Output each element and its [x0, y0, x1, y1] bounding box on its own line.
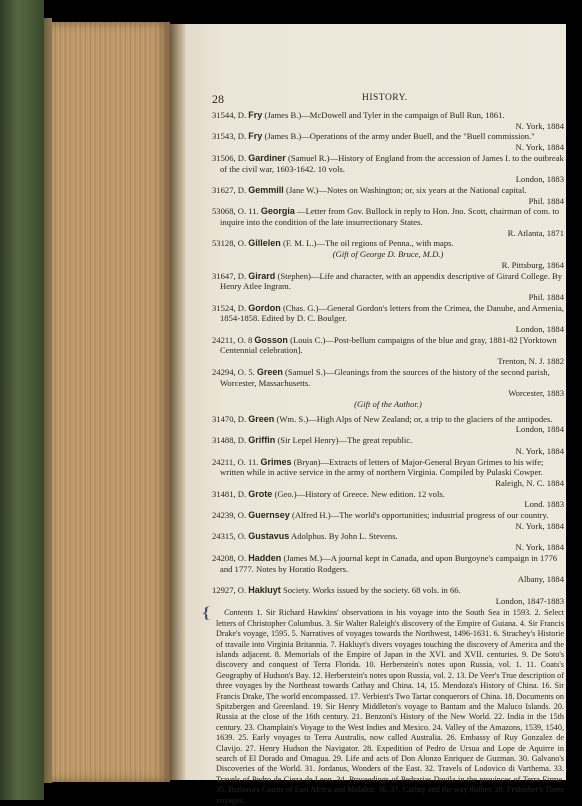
entry-publication: N. York, 1884	[515, 120, 564, 131]
entry-author: Green	[248, 413, 275, 424]
entry-publication: N. York, 1884	[515, 445, 564, 456]
entry-author: Fry	[248, 131, 263, 142]
entry-description: (Samuel R.)—History of England from the accession of James I. to the outbreak of the civil war, 1603-1642. 10 vols.	[220, 152, 564, 174]
entry-description: (Louis C.)—Post-bellum campaigns of the blue and gray, 1881-82 [Yorktown Centennial celebration].	[220, 334, 557, 356]
entry-publication: R. Pittsburg, 1864	[501, 259, 564, 270]
page-number: 28	[212, 92, 224, 106]
entry-author: Hakluyt	[248, 584, 281, 595]
catalog-entry	[212, 510, 564, 531]
entry-author: Grote	[248, 488, 273, 499]
entry-publication: Phil. 1884	[528, 291, 564, 302]
entry-id: 31506, D.	[212, 152, 249, 163]
entry-description: Adolphus. By John L. Stevens.	[289, 531, 398, 542]
entry-id: 31524, D.	[212, 302, 249, 313]
catalog-entry	[212, 303, 564, 335]
entry-id: 31647, D.	[212, 270, 249, 281]
entry-id: 31543, D.	[212, 131, 249, 142]
catalog-entry	[212, 531, 564, 552]
entry-author: Green	[256, 366, 283, 377]
book-page	[186, 24, 566, 805]
catalog-entry	[212, 238, 564, 270]
entry-publication: Lond. 1883	[524, 499, 564, 510]
entry-id: 24315, O.	[212, 531, 249, 542]
entry-description: (Jane W.)—Notes on Washington; or, six years at the National capital.	[283, 184, 527, 195]
brace-mark: {	[200, 604, 213, 622]
entry-id: 12927, O.	[212, 584, 249, 595]
catalog-entry	[212, 110, 564, 131]
entry-publication: N. York, 1884	[515, 542, 564, 553]
entry-id: 31627, D.	[212, 184, 249, 195]
entry-description: (Geo.)—History of Greece. New edition. 12 vols.	[272, 488, 445, 499]
entry-gift: (Gift of George D. Bruce, M.D.)	[332, 249, 444, 260]
entry-publication: Worcester, 1883	[508, 388, 564, 399]
entry-id: 24211, O. 11.	[212, 456, 261, 467]
entry-publication: Phil. 1884	[528, 195, 564, 206]
entry-author: Gordon	[248, 302, 281, 313]
entry-description: (F. M. L.)—The oil regions of Penna., with maps.	[280, 238, 454, 249]
entry-description: (Stephen)—Life and character, with an appendix descriptive of Girard College. By Henry Atlee Ingram.	[220, 270, 563, 292]
catalog-entries	[200, 110, 564, 806]
entry-description: (James B.)—McDowell and Tyler in the campaign of Bull Run, 1861.	[262, 110, 505, 120]
entry-author: Gosson	[254, 334, 288, 345]
entry-description: Society. Works issued by the society. 68 vols. in 66.	[280, 584, 461, 595]
entry-publication: N. York, 1884	[515, 520, 564, 531]
catalog-entry	[212, 414, 564, 435]
entry-description: (Samuel S.)—Gleanings from the sources of the history of the second parish, Worcester, Massachusetts.	[220, 366, 550, 388]
entry-description: (Wm. S.)—High Alps of New Zealand; or, a trip to the glaciers of the antipodes.	[274, 413, 553, 424]
entry-publication: London, 1883	[515, 174, 564, 185]
entry-publication: R. Atlanta, 1871	[507, 227, 564, 238]
entry-id: 31481, D.	[212, 488, 249, 499]
entry-publication: London, 1884	[515, 324, 564, 335]
entry-description: (Sir Lepel Henry)—The great republic.	[275, 435, 413, 446]
entry-id: 31470, D.	[212, 413, 249, 424]
entry-author: Griffin	[248, 435, 276, 446]
catalog-entry	[212, 553, 564, 585]
contents-note	[200, 604, 564, 806]
book-spine	[0, 0, 44, 800]
entry-id: 24208, O.	[212, 552, 249, 563]
entry-publication: London, 1847-1883	[495, 595, 564, 606]
entry-author: Gardiner	[248, 152, 286, 163]
catalog-entry	[212, 489, 564, 510]
entry-id: 53128, O.	[212, 238, 249, 249]
entry-publication: Raleigh, N. C. 1884	[495, 477, 564, 488]
entry-id: 24294, O. 5.	[212, 366, 257, 377]
entry-publication: Albany, 1884	[517, 574, 564, 585]
entry-gift: (Gift of the Author.)	[354, 398, 422, 409]
catalog-entry	[212, 585, 564, 606]
entry-description: (Bryan)—Extracts of letters of Major-General Bryan Grimes to his wife; written while in active service in the army of northern Virginia. Compiled by Pulaski Cowper.	[220, 456, 544, 478]
entry-publication: N. York, 1884	[515, 142, 564, 153]
entry-description: (Alfred H.)—The world's opportunities; industrial progress of our country.	[289, 510, 549, 521]
entry-description: (James M.)—A journal kept in Canada, and upon Burgoyne's campaign in 1776 and 1777. Notes by Horatio Rodgers.	[220, 552, 558, 574]
catalog-entry	[212, 335, 564, 367]
entry-publication: Trenton, N. J. 1882	[497, 356, 564, 367]
entry-description: —Letter from Gov. Bullock in reply to Hon. Jno. Scott, chairman of com. to inquire into the condition of the late insurrectionary States.	[220, 206, 560, 228]
entry-description: (James B.)—Operations of the army under Buell, and the "Buell commission."	[262, 131, 535, 142]
catalog-entry	[212, 131, 564, 152]
entry-id: 53068, O. 11.	[212, 206, 261, 217]
entry-author: Guernsey	[248, 510, 290, 521]
entry-id: 31488, D.	[212, 435, 249, 446]
entry-author: Gustavus	[248, 531, 290, 542]
entry-author: Fry	[248, 110, 263, 120]
page-header	[212, 92, 564, 108]
entry-id: 24239, O.	[212, 510, 249, 521]
entry-publication: London, 1884	[515, 424, 564, 435]
entry-description: (Chas. G.)—General Gordon's letters from the Crimea, the Danube, and Armenia, 1854-1858. Edited by D. C. Boulger.	[220, 302, 564, 324]
page-gutter	[170, 24, 186, 780]
entry-id: 31544, D.	[212, 110, 249, 120]
catalog-entry	[212, 206, 564, 238]
entry-author: Grimes	[260, 456, 292, 467]
entry-id: 24211, O. 8	[212, 334, 255, 345]
page-heading: HISTORY.	[362, 93, 408, 103]
contents-text: 1. Sir Richard Hawkins' observations in his voyage into the South Sea in 1593. 2. Select letters of Christopher Columbus. 3. Sir Walter Raleigh's discovery of the Empire of Guiana. 4. Sir Francis Drake's voyage, 1595. 5. Narratives of voyages towards the Northwest, 1496-1631. 6. Strachey's Historie of travaile into Virginia Britannia. 7. Hakluyt's divers voyages touching the discovery of America and the islands adjacent. 8. Memorials of the Empire of Japan in the XVI. and XVII. centuries. 9. De Soto's discovery and conquest of Terra Florida. 10. Herberstein's notes upon Russia, vol. 1. 11. Coats's Geography of Hudson's Bay. 12. Herberstein's notes upon Russia, vol. 2. 13. De Veer's True description of three voyages by the Northeast towards Cathay and China. 14, 15. Mendoza's History of China. 16. Sir Francis Drake, The world encompassed. 17. Verbiest's Two Tartar conquerors of China. 18. Documents on Spitzbergen and Greenland. 19. Sir Henry Middleton's voyage to Bantam and the Maluco Islands. 20. Russia at the close of the 16th century. 21. Benzoni's History of the New World. 22. India in the 15th century. 23. Champlain's Voyage to the West Indies and Mexico. 24. Valley of the Amazons, 1539, 1540, 1639. 25. Early voyages to Terra Australis, now called Australia. 26. Embassy of Ruy Gonzalez de Clavijo. 27. Henry Hudson the Navigator. 28. Expedition of Pedro de Ursua and Lope de Aquirre in search of El Dorado and Omagua. 29. Life and acts of Don Alonzo Enriquez de Guzman. 30. Galvano's Discoveries of the World. 31. Jordanus, Wonders of the East. 32. Travels of Lodovico di Varthema. 33. Travels of Pedro de Cieza de Leon. 34. Proceedings of Pedrarias Davila in the provinces of Terra Firme. 35. Barbosa's Coasts of East Africa and Malabar. 36, 37. Cathay and the way thither. 38. Frobisher's Three voyages.	[216, 608, 564, 805]
catalog-entry	[212, 435, 564, 456]
catalog-entry	[212, 153, 564, 185]
cover-edge	[44, 18, 52, 783]
entry-author: Gillelen	[248, 238, 281, 249]
page-edges	[52, 22, 170, 782]
catalog-entry	[212, 185, 564, 206]
entry-author: Georgia	[260, 206, 295, 217]
contents-label: Contents	[224, 608, 254, 618]
entry-author: Girard	[248, 270, 276, 281]
entry-author: Hadden	[248, 552, 282, 563]
entry-author: Gemmill	[248, 184, 284, 195]
catalog-entry	[212, 271, 564, 303]
catalog-entry	[212, 457, 564, 489]
catalog-entry	[212, 367, 564, 410]
